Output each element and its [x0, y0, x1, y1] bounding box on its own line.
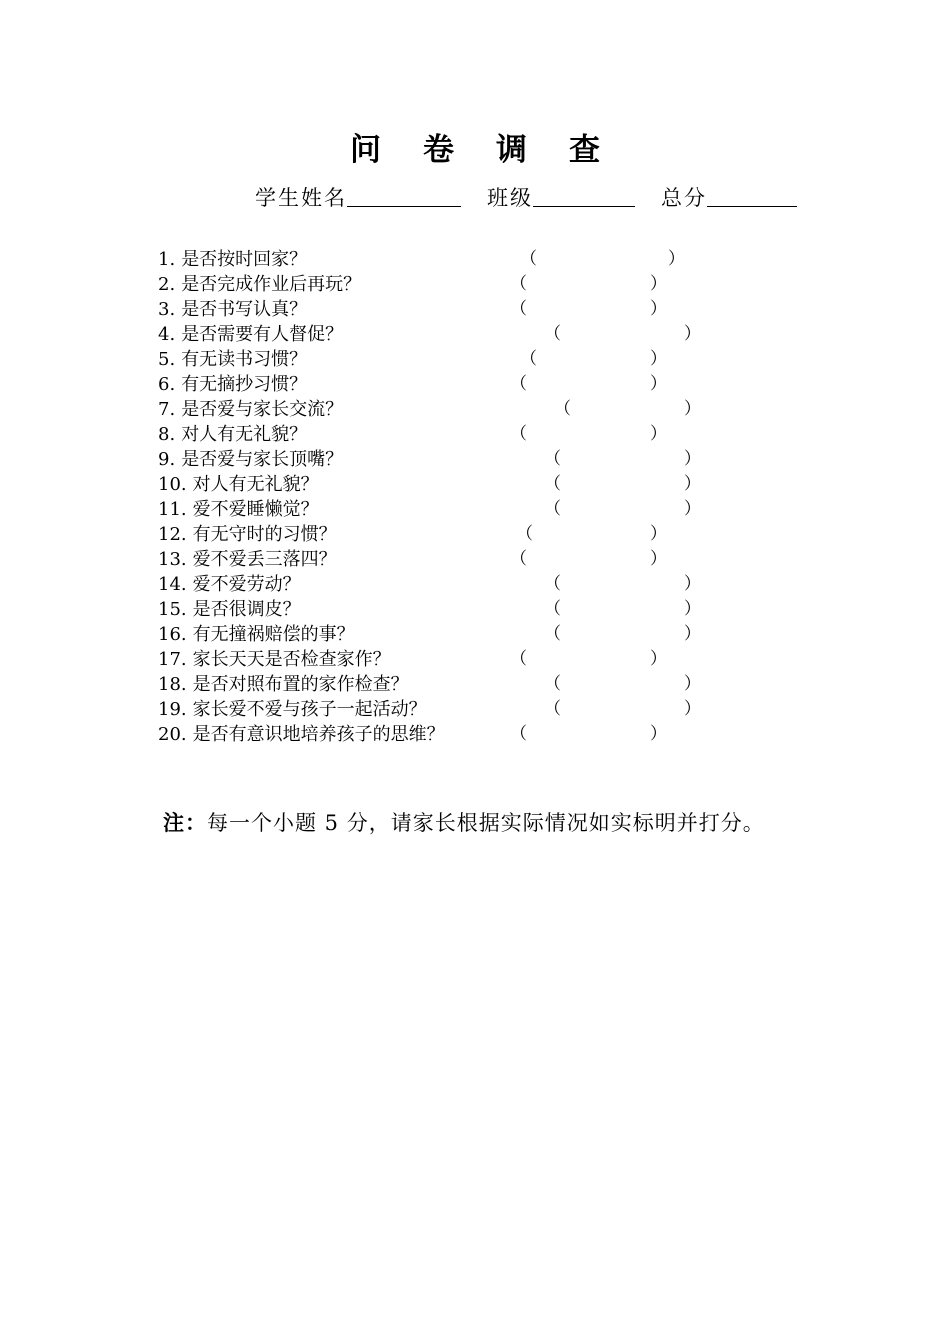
- student-info-line: [255, 180, 797, 216]
- question-number: 7.: [158, 399, 176, 420]
- question-row: [158, 497, 701, 522]
- question-text: 有无摘抄习惯？: [181, 374, 308, 395]
- question-text: 是否书写认真？: [181, 299, 308, 320]
- question-text: 对人有无礼貌？: [192, 474, 319, 495]
- answer-close-paren[interactable]: ）: [650, 374, 667, 394]
- question-text: 是否按时回家？: [181, 249, 308, 270]
- question-row: [158, 522, 667, 547]
- question-row: [158, 572, 701, 597]
- answer-open-paren[interactable]: （: [554, 399, 571, 419]
- question-row: [158, 597, 701, 622]
- answer-close-paren[interactable]: ）: [684, 599, 701, 619]
- question-number: 1.: [158, 249, 176, 270]
- question-row: [158, 472, 701, 497]
- question-text: 是否对照布置的家作检查？: [192, 674, 409, 695]
- answer-open-paren[interactable]: （: [516, 524, 533, 544]
- question-number: 17.: [158, 649, 187, 670]
- name-label: 学生姓名: [255, 186, 347, 210]
- answer-close-paren[interactable]: ）: [684, 449, 701, 469]
- question-row: [158, 647, 667, 672]
- question-text: 是否完成作业后再玩？: [181, 274, 362, 295]
- question-text: 有无守时的习惯？: [192, 524, 337, 545]
- answer-close-paren[interactable]: ）: [684, 674, 701, 694]
- question-number: 15.: [158, 599, 187, 620]
- question-number: 8.: [158, 424, 176, 445]
- score-blank[interactable]: [707, 180, 797, 207]
- answer-open-paren[interactable]: （: [544, 449, 561, 469]
- question-number: 2.: [158, 274, 176, 295]
- question-row: [158, 397, 701, 422]
- question-row: [158, 297, 667, 322]
- question-row: [158, 447, 701, 472]
- question-text: 爱不爱睡懒觉？: [192, 499, 319, 520]
- note-text: 每一个小题 5 分，请家长根据实际情况如实标明并打分。: [207, 811, 765, 835]
- answer-open-paren[interactable]: （: [544, 624, 561, 644]
- question-number: 3.: [158, 299, 176, 320]
- question-text: 爱不爱劳动？: [192, 574, 301, 595]
- question-text: 有无撞祸赔偿的事？: [192, 624, 355, 645]
- question-row: [158, 272, 667, 297]
- question-text: 是否很调皮？: [192, 599, 301, 620]
- question-number: 11.: [158, 499, 187, 520]
- answer-open-paren[interactable]: （: [544, 599, 561, 619]
- question-row: [158, 622, 701, 647]
- answer-close-paren[interactable]: ）: [650, 349, 667, 369]
- question-text: 是否爱与家长顶嘴？: [181, 449, 344, 470]
- page-title: 问卷调查: [350, 132, 642, 168]
- question-row: [158, 347, 667, 372]
- answer-close-paren[interactable]: ）: [650, 549, 667, 569]
- question-text: 是否爱与家长交流？: [181, 399, 344, 420]
- score-label: 总分: [661, 186, 707, 210]
- answer-open-paren[interactable]: （: [520, 249, 537, 269]
- name-blank[interactable]: [347, 180, 461, 207]
- question-text: 对人有无礼貌？: [181, 424, 308, 445]
- question-row: [158, 547, 667, 572]
- answer-close-paren[interactable]: ）: [684, 399, 701, 419]
- answer-open-paren[interactable]: （: [544, 324, 561, 344]
- question-text: 爱不爱丢三落四？: [192, 549, 337, 570]
- answer-close-paren[interactable]: ）: [650, 299, 667, 319]
- question-text: 家长天天是否检查家作？: [192, 649, 391, 670]
- answer-open-paren[interactable]: （: [510, 274, 527, 294]
- question-row: [158, 672, 701, 697]
- question-number: 10.: [158, 474, 187, 495]
- question-row: [158, 697, 701, 722]
- answer-close-paren[interactable]: ）: [684, 574, 701, 594]
- answer-open-paren[interactable]: （: [510, 424, 527, 444]
- answer-open-paren[interactable]: （: [510, 299, 527, 319]
- answer-open-paren[interactable]: （: [544, 474, 561, 494]
- question-number: 9.: [158, 449, 176, 470]
- answer-close-paren[interactable]: ）: [668, 249, 685, 269]
- scoring-note: [163, 806, 765, 840]
- question-row: [158, 372, 667, 397]
- question-row: [158, 422, 667, 447]
- answer-open-paren[interactable]: （: [544, 699, 561, 719]
- answer-close-paren[interactable]: ）: [684, 499, 701, 519]
- question-list: [158, 247, 701, 747]
- question-number: 4.: [158, 324, 176, 345]
- answer-close-paren[interactable]: ）: [684, 324, 701, 344]
- answer-close-paren[interactable]: ）: [684, 624, 701, 644]
- answer-open-paren[interactable]: （: [544, 674, 561, 694]
- question-number: 13.: [158, 549, 187, 570]
- answer-close-paren[interactable]: ）: [650, 649, 667, 669]
- question-text: 是否需要有人督促？: [181, 324, 344, 345]
- question-number: 5.: [158, 349, 176, 370]
- answer-close-paren[interactable]: ）: [650, 524, 667, 544]
- answer-open-paren[interactable]: （: [510, 549, 527, 569]
- question-number: 14.: [158, 574, 187, 595]
- answer-close-paren[interactable]: ）: [650, 274, 667, 294]
- answer-close-paren[interactable]: ）: [684, 474, 701, 494]
- question-row: [158, 722, 667, 747]
- question-number: 20.: [158, 724, 187, 745]
- question-text: 有无读书习惯？: [181, 349, 308, 370]
- class-label: 班级: [487, 186, 533, 210]
- note-label: 注：: [163, 811, 207, 835]
- question-number: 18.: [158, 674, 187, 695]
- answer-open-paren[interactable]: （: [544, 499, 561, 519]
- question-number: 19.: [158, 699, 187, 720]
- answer-open-paren[interactable]: （: [510, 724, 527, 744]
- answer-close-paren[interactable]: ）: [650, 724, 667, 744]
- question-row: [158, 247, 685, 272]
- answer-open-paren[interactable]: （: [510, 649, 527, 669]
- question-text: 家长爱不爱与孩子一起活动？: [192, 699, 427, 720]
- answer-open-paren[interactable]: （: [544, 574, 561, 594]
- question-text: 是否有意识地培养孩子的思维？: [192, 724, 445, 745]
- answer-open-paren[interactable]: （: [520, 349, 537, 369]
- question-number: 16.: [158, 624, 187, 645]
- class-blank[interactable]: [533, 180, 635, 207]
- answer-close-paren[interactable]: ）: [684, 699, 701, 719]
- answer-close-paren[interactable]: ）: [650, 424, 667, 444]
- answer-open-paren[interactable]: （: [510, 374, 527, 394]
- question-row: [158, 322, 701, 347]
- question-number: 12.: [158, 524, 187, 545]
- question-number: 6.: [158, 374, 176, 395]
